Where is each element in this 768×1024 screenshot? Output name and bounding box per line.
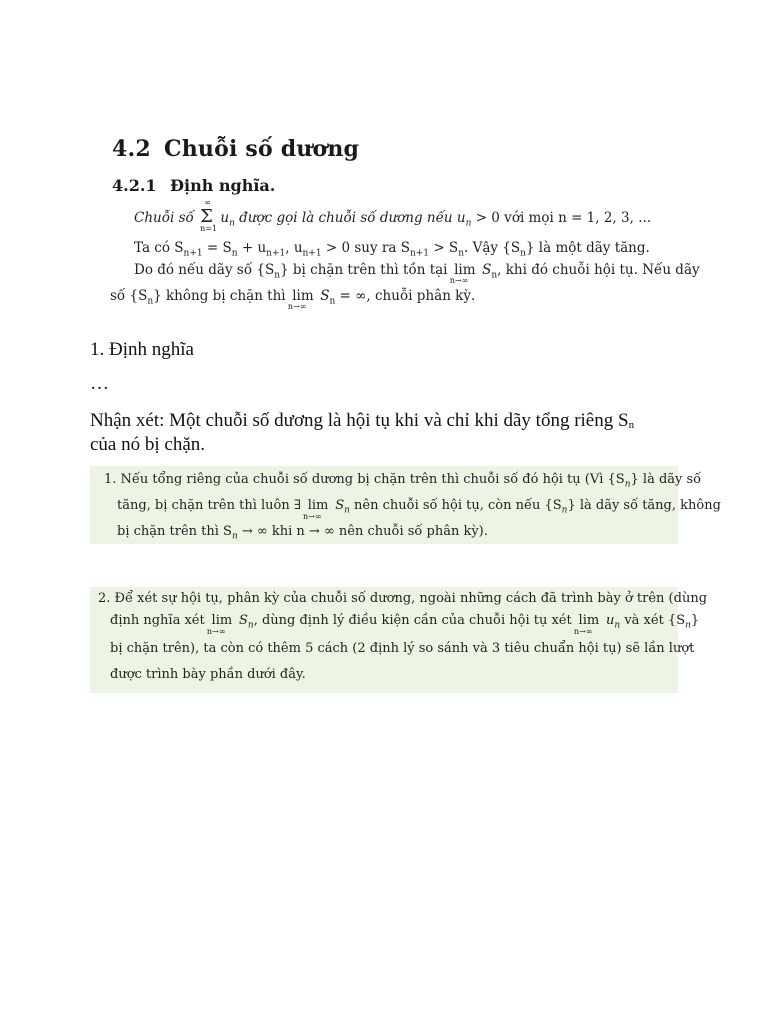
definition-line bbox=[134, 198, 652, 233]
subscript: n bbox=[614, 620, 621, 631]
section-heading bbox=[112, 136, 359, 162]
section-number: 4.2 bbox=[112, 136, 151, 162]
text: 1. Nếu tổng riêng của chuỗi số dương bị chặn trên thì chuỗi số đó hội tụ (Vì {S bbox=[104, 472, 625, 487]
remark-text: Nhận xét: Một chuỗi số dương là hội tụ khi và chỉ khi dãy tổng riêng S bbox=[90, 410, 629, 431]
text: > 0 suy ra S bbox=[321, 240, 410, 256]
text: định nghĩa xét bbox=[110, 613, 205, 628]
limit-subscript: n→∞ bbox=[303, 512, 322, 521]
text: } không bị chặn thì bbox=[153, 288, 286, 304]
note-box-2 bbox=[90, 587, 708, 693]
text: . Vậy {S bbox=[463, 240, 521, 256]
subscript: n bbox=[561, 505, 568, 516]
subscript: n bbox=[491, 270, 498, 281]
text: bị chặn trên thì S bbox=[117, 524, 232, 539]
note-1-line-1 bbox=[104, 472, 701, 490]
remark-subscript: n bbox=[628, 419, 635, 431]
limit-operator bbox=[303, 498, 331, 521]
text: S bbox=[239, 613, 248, 628]
subscript: n+1 bbox=[409, 248, 430, 259]
limit-operator bbox=[287, 288, 316, 311]
note-2-line-4: được trình bày phần dưới đây. bbox=[110, 667, 306, 682]
limit-operator bbox=[573, 613, 602, 636]
definition-text-2: được gọi là chuỗi số dương nếu bbox=[239, 210, 453, 226]
text: , u bbox=[285, 240, 303, 256]
definition-text: Chuỗi số bbox=[134, 210, 194, 226]
note-2-line-2 bbox=[110, 613, 700, 636]
text: u bbox=[606, 613, 615, 628]
text: Ta có S bbox=[134, 240, 184, 256]
limit-subscript: n→∞ bbox=[449, 276, 469, 285]
text: số {S bbox=[110, 288, 148, 304]
text: S bbox=[320, 288, 330, 304]
limit-label: lim bbox=[578, 613, 600, 628]
unbounded-diverges-line bbox=[110, 288, 476, 311]
subscript: n bbox=[685, 620, 691, 631]
subscript: n+1 bbox=[183, 248, 203, 259]
sum-upper-limit: ∞ bbox=[204, 198, 211, 207]
definition-condition: > 0 với mọi n = 1, 2, 3, ... bbox=[475, 210, 652, 226]
term-u-2: u bbox=[456, 210, 466, 226]
remark-line-2: của nó bị chặn. bbox=[90, 434, 206, 455]
note-2-line-1: 2. Để xét sự hội tụ, phân kỳ của chuỗi số dương, ngoài những cách đã trình bày ở trên (dùng bbox=[98, 591, 708, 606]
subscript: n bbox=[147, 296, 154, 307]
note-2-line-3: bị chặn trên), ta còn có thêm 5 cách (2 định lý so sánh và 3 tiêu chuẩn hội tụ) sẽ lần lượt bbox=[110, 641, 695, 656]
definition-heading: 1. Định nghĩa bbox=[90, 339, 194, 360]
limit-label: lim bbox=[307, 498, 329, 513]
text: } bị chặn trên thì tồn tại bbox=[280, 262, 448, 278]
increasing-sequence-line bbox=[134, 240, 650, 259]
limit-subscript: n→∞ bbox=[573, 627, 593, 636]
term-index: n bbox=[229, 218, 235, 229]
textbook-excerpt-image bbox=[108, 128, 700, 316]
subscript: n bbox=[624, 479, 631, 490]
text: và xét {S bbox=[620, 613, 686, 628]
summation-symbol bbox=[198, 198, 218, 233]
limit-operator bbox=[206, 613, 235, 636]
subscript: n bbox=[231, 248, 238, 259]
sigma-glyph: Σ bbox=[200, 206, 213, 227]
subscript: n bbox=[274, 270, 281, 281]
text: → ∞ khi n → ∞ nên chuỗi số phân kỳ). bbox=[237, 524, 488, 539]
text: tăng, bị chặn trên thì luôn ∃ bbox=[117, 498, 301, 513]
text: } bbox=[690, 613, 700, 628]
limit-label: lim bbox=[211, 613, 233, 628]
subscript: n bbox=[329, 296, 336, 307]
text: = ∞, chuỗi phân kỳ. bbox=[335, 288, 476, 304]
text: nên chuỗi số hội tụ, còn nếu {S bbox=[349, 498, 562, 513]
term-u: u bbox=[220, 210, 230, 226]
subsection-heading bbox=[112, 176, 275, 195]
sum-lower-limit: n=1 bbox=[200, 224, 218, 233]
subscript: n+1 bbox=[266, 248, 286, 259]
subscript: n bbox=[458, 248, 464, 259]
text: S bbox=[482, 262, 492, 278]
subscript: n bbox=[231, 531, 238, 542]
subsection-title: Định nghĩa. bbox=[170, 176, 276, 195]
term-index-2: n bbox=[465, 218, 472, 229]
subscript: n bbox=[247, 620, 254, 631]
text: + u bbox=[237, 240, 267, 256]
text: = S bbox=[202, 240, 232, 256]
limit-subscript: n→∞ bbox=[287, 302, 307, 311]
text: , khi đó chuỗi hội tụ. Nếu dãy bbox=[497, 262, 700, 278]
text: } là dãy số bbox=[630, 472, 702, 487]
note-1-line-2 bbox=[117, 498, 721, 521]
section-title: Chuỗi số dương bbox=[164, 136, 360, 162]
note-1-line-3 bbox=[117, 524, 488, 542]
bounded-converges-line bbox=[134, 262, 700, 285]
limit-label: lim bbox=[292, 288, 314, 304]
note-box-1 bbox=[90, 466, 721, 544]
text: Do đó nếu dãy số {S bbox=[134, 262, 275, 278]
text: } là dãy số tăng, không bbox=[567, 498, 721, 513]
subscript: n bbox=[520, 248, 526, 259]
limit-operator bbox=[449, 262, 478, 285]
text: S bbox=[335, 498, 345, 513]
ellipsis: … bbox=[90, 373, 109, 394]
text: } là một dãy tăng. bbox=[525, 240, 650, 256]
text: , dùng định lý điều kiện cần của chuỗi hội tụ xét bbox=[253, 613, 572, 628]
limit-subscript: n→∞ bbox=[206, 627, 226, 636]
subsection-number: 4.2.1 bbox=[112, 176, 157, 195]
text: > S bbox=[429, 240, 459, 256]
subscript: n bbox=[344, 505, 350, 516]
subscript: n+1 bbox=[302, 248, 322, 259]
limit-label: lim bbox=[454, 262, 476, 278]
remark-line-1 bbox=[90, 410, 634, 432]
